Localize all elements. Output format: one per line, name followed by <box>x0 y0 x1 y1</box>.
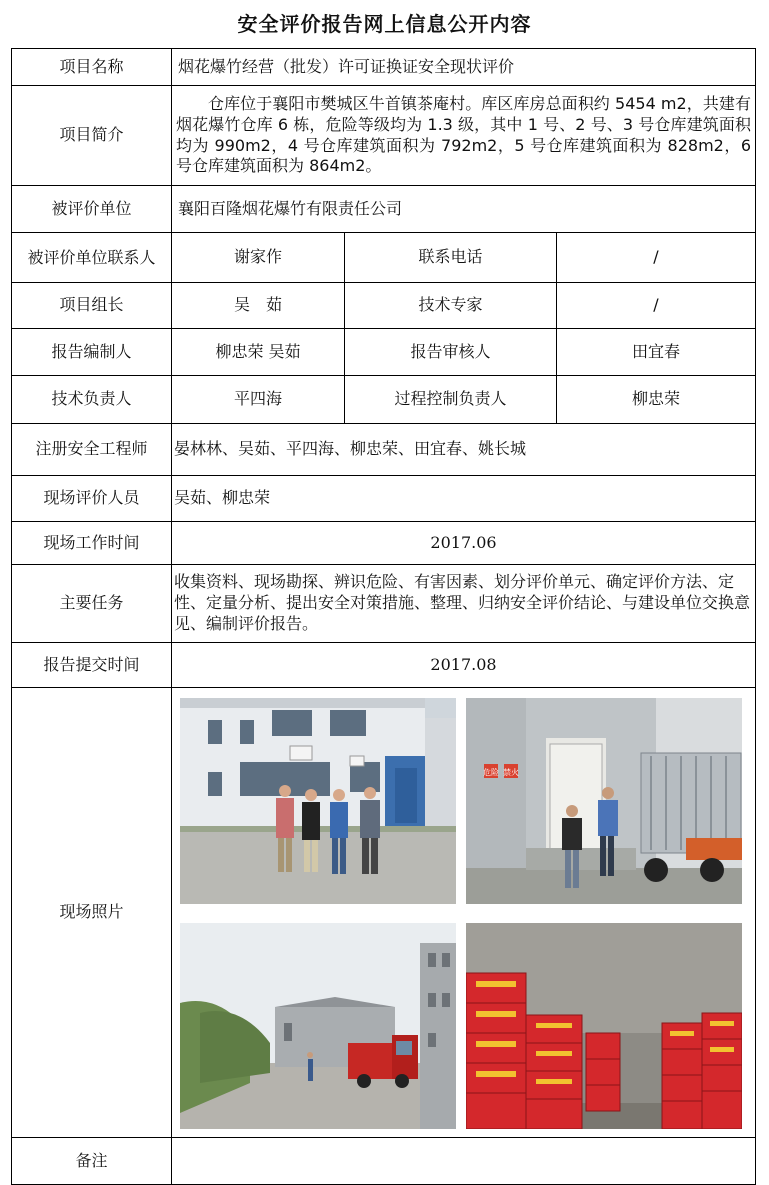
label-engineers: 注册安全工程师 <box>12 424 172 476</box>
label-tasks: 主要任务 <box>12 565 172 643</box>
photo-warehouse-door-and-truck <box>466 698 742 904</box>
value-phone: / <box>557 233 756 283</box>
row-compiler <box>12 329 756 376</box>
row-site-staff <box>12 476 756 522</box>
row-site-time <box>12 522 756 565</box>
row-team-leader <box>12 283 756 329</box>
photos-cell <box>172 688 756 1138</box>
value-submit-time: 2017.08 <box>172 643 756 688</box>
value-tech-lead: 平四海 <box>172 376 345 424</box>
value-engineers: 晏林林、吴茹、平四海、柳忠荣、田宜春、姚长城 <box>172 424 756 476</box>
page-title: 安全评价报告网上信息公开内容 <box>237 12 532 36</box>
row-photos <box>12 688 756 1138</box>
row-project-name <box>12 49 756 86</box>
photo-staff-in-front-of-building <box>180 698 456 904</box>
row-remarks <box>12 1138 756 1185</box>
label-tech-lead: 技术负责人 <box>12 376 172 424</box>
photo-fireworks-stacked-in-warehouse <box>466 923 742 1129</box>
row-project-intro <box>12 86 756 186</box>
row-evaluated-unit <box>12 186 756 233</box>
value-site-time: 2017.06 <box>172 522 756 565</box>
label-team-leader: 项目组长 <box>12 283 172 329</box>
value-tasks: 收集资料、现场勘探、辨识危险、有害因素、划分评价单元、确定评价方法、定性、定量分析、提出安全对策措施、整理、归纳安全评价结论、与建设单位交换意见、编制评价报告。 <box>172 565 756 643</box>
label-compiler: 报告编制人 <box>12 329 172 376</box>
photo-grid <box>172 688 755 1137</box>
info-table <box>11 48 756 1185</box>
label-expert: 技术专家 <box>345 283 557 329</box>
value-team-leader: 吴 茹 <box>172 283 345 329</box>
door-sign-2: 禁火 <box>503 768 519 777</box>
value-remarks <box>172 1138 756 1185</box>
label-submit-time: 报告提交时间 <box>12 643 172 688</box>
label-site-staff: 现场评价人员 <box>12 476 172 522</box>
row-contact <box>12 233 756 283</box>
label-photos: 现场照片 <box>12 688 172 1138</box>
label-project-intro: 项目简介 <box>12 86 172 186</box>
row-engineers <box>12 424 756 476</box>
label-process-control: 过程控制负责人 <box>345 376 557 424</box>
photo-fire-truck-warehouse <box>180 923 456 1129</box>
label-remarks: 备注 <box>12 1138 172 1185</box>
label-project-name: 项目名称 <box>12 49 172 86</box>
label-site-time: 现场工作时间 <box>12 522 172 565</box>
value-process-control: 柳忠荣 <box>557 376 756 424</box>
label-reviewer: 报告审核人 <box>345 329 557 376</box>
door-sign-1: 危险 <box>483 768 499 777</box>
row-tasks <box>12 565 756 643</box>
value-site-staff: 吴茹、柳忠荣 <box>172 476 756 522</box>
row-submit-time <box>12 643 756 688</box>
value-project-name: 烟花爆竹经营（批发）许可证换证安全现状评价 <box>172 49 756 86</box>
value-contact: 谢家作 <box>172 233 345 283</box>
label-evaluated-unit: 被评价单位 <box>12 186 172 233</box>
value-evaluated-unit: 襄阳百隆烟花爆竹有限责任公司 <box>172 186 756 233</box>
value-compiler: 柳忠荣 吴茹 <box>172 329 345 376</box>
row-tech-lead <box>12 376 756 424</box>
value-reviewer: 田宜春 <box>557 329 756 376</box>
value-project-intro: 仓库位于襄阳市樊城区牛首镇茶庵村。库区库房总面积约 5454 m2，共建有烟花爆竹仓库 6 栋，危险等级均为 1.3 级，其中 1 号、2 号、3 号仓库建筑面积均为 990m2，4 号仓库建筑面积为 792m2，5 号仓库建筑面积为 828m2，6 号仓库建筑面积为 864m2。 <box>172 86 756 186</box>
label-contact: 被评价单位联系人 <box>12 233 172 283</box>
label-phone: 联系电话 <box>345 233 557 283</box>
value-expert: / <box>557 283 756 329</box>
